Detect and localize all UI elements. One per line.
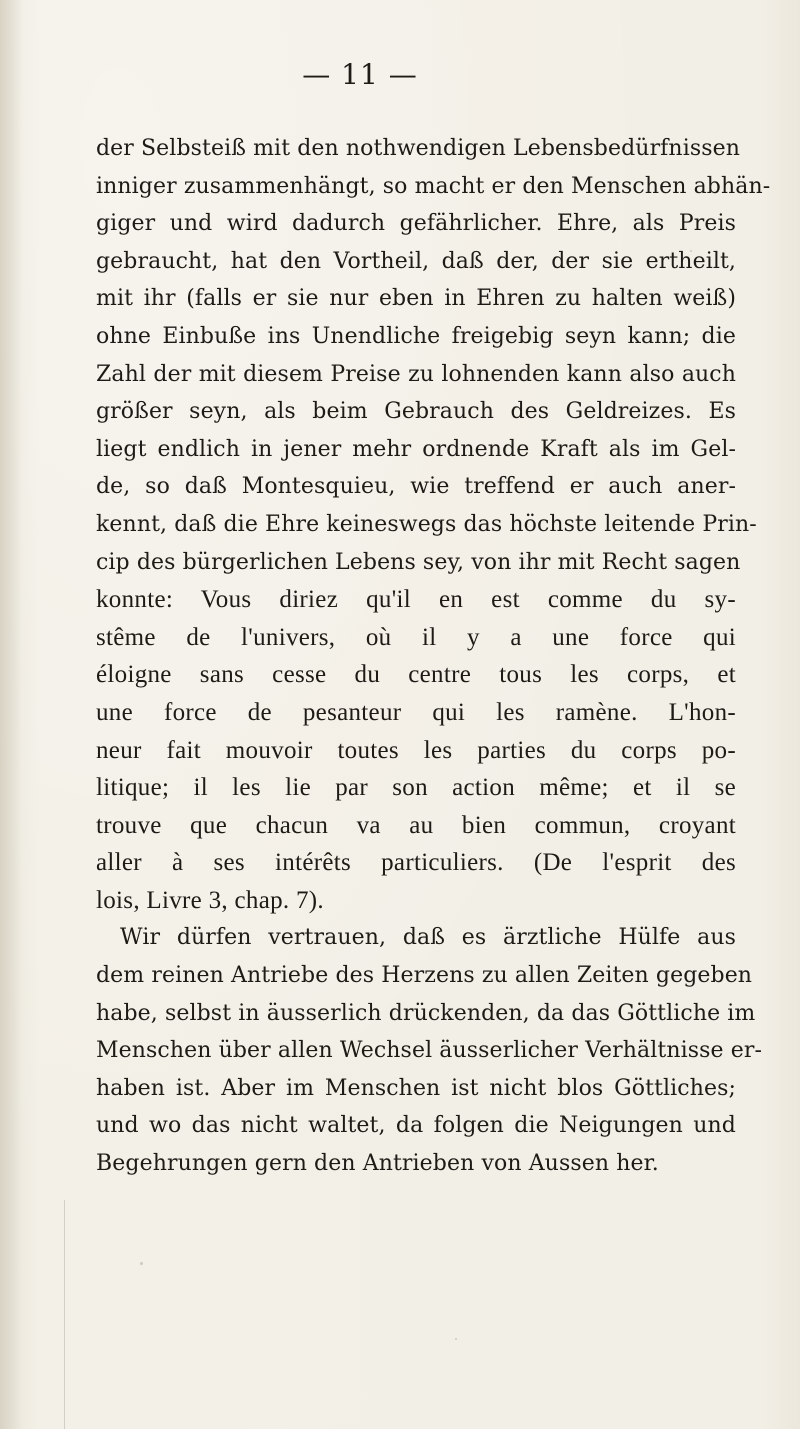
text-line-french: neur fait mouvoir toutes les parties du corps po- — [96, 736, 736, 764]
text-line-french: trouve que chacun va au bien commun, croyant — [96, 811, 736, 839]
page-number: — 11 — — [302, 58, 418, 91]
text-line-french: aller à ses intérêts particuliers. (De l'esprit des — [96, 849, 736, 877]
text-line: gebraucht, hat den Vortheil, daß der, der sie ertheilt, — [96, 248, 736, 274]
text-line: Begehrungen gern den Antrieben von Aussen her. — [96, 1151, 659, 1177]
body-text — [96, 130, 771, 1183]
page-fold-line — [64, 1200, 65, 1429]
text-line-citation: lois, Livre 3, chap. 7). — [96, 886, 324, 914]
text-line: der Selbsteiß mit den nothwendigen Lebensbedürfnissen — [96, 136, 740, 161]
text-line: dem reinen Antriebe des Herzens zu allen Zeiten gegeben — [96, 963, 753, 989]
text-line: kennt, daß die Ehre keineswegs das höchste leitende Prin- — [96, 511, 757, 537]
text-line: liegt endlich in jener mehr ordnende Kraft als im Gel- — [96, 436, 736, 462]
text-line-french: éloigne sans cesse du centre tous les corps, et — [96, 661, 736, 689]
text-line-french: konnte: Vous diriez qu'il en est comme du sy- — [96, 586, 736, 614]
text-line: Zahl der mit diesem Preise zu lohnenden kann also auch — [96, 361, 736, 387]
text-line: inniger zusammenhängt, so macht er den Menschen abhän- — [96, 173, 771, 199]
page-binding-shadow — [0, 0, 22, 1429]
paper-speck — [140, 1262, 143, 1265]
text-line: mit ihr (falls er sie nur eben in Ehren zu halten weiß) — [96, 286, 736, 312]
text-line: und wo das nicht waltet, da folgen die Neigungen und — [96, 1113, 736, 1139]
text-line-french: stême de l'univers, où il y a une force qui — [96, 623, 736, 651]
text-line-french: une force de pesanteur qui les ramène. L'hon- — [96, 698, 736, 726]
text-line: Menschen über allen Wechsel äusserlicher Verhältnisse er- — [96, 1038, 763, 1064]
text-line: Wir dürfen vertrauen, daß es ärztliche Hülfe aus — [120, 925, 736, 951]
text-line-french: litique; il les lie par son action même; et il se — [96, 774, 736, 802]
text-line: habe, selbst in äusserlich drückenden, da das Göttliche im — [96, 1000, 756, 1026]
text-line: größer seyn, als beim Gebrauch des Geldreizes. Es — [96, 399, 736, 425]
paper-speck — [455, 1338, 457, 1340]
text-line: haben ist. Aber im Menschen ist nicht blos Göttliches; — [96, 1075, 736, 1101]
text-line: de, so daß Montesquieu, wie treffend er auch aner- — [96, 474, 736, 500]
text-line: giger und wird dadurch gefährlicher. Ehre, als Preis — [96, 211, 736, 237]
text-line: cip des bürgerlichen Lebens sey, von ihr mit Recht sagen — [96, 549, 741, 575]
paper-speck — [690, 250, 692, 252]
text-line: ohne Einbuße ins Unendliche freigebig seyn kann; die — [96, 323, 736, 349]
